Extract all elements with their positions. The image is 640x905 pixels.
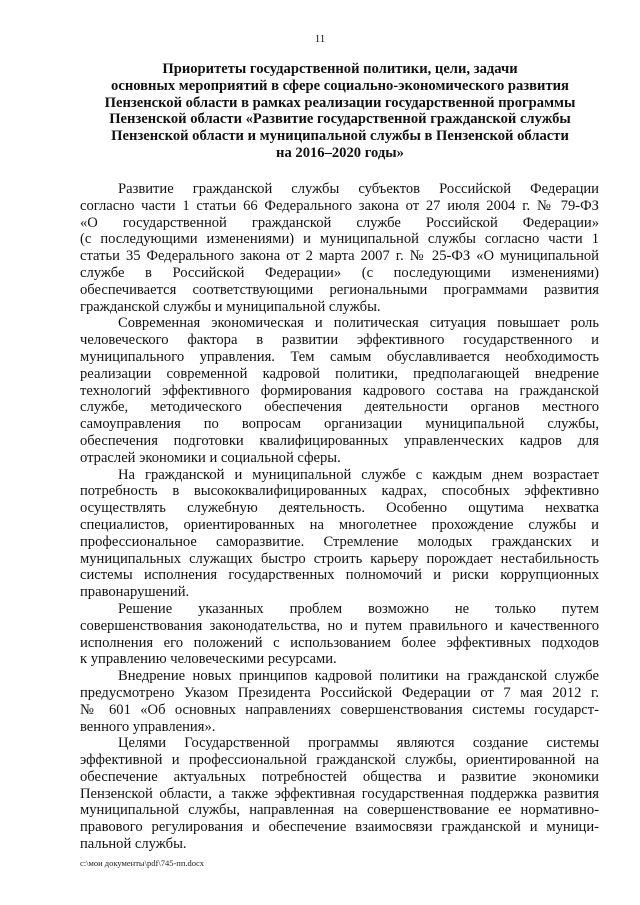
paragraph-line: отраслей экономики и социальной сферы. xyxy=(80,449,341,466)
paragraph-line: № 601 «Об основных направлениях совершенствования системы государст- xyxy=(80,701,599,718)
heading-line: Пензенской области в рамках реализации государственной программы xyxy=(104,94,576,111)
paragraph-line: муниципальных служащих быстро строить карьеру порождает нестабильность xyxy=(80,550,599,567)
paragraph-line: службе в Российской Федерации» (с последующими изменениями) xyxy=(80,264,599,281)
paragraph xyxy=(80,668,599,735)
paragraph xyxy=(80,735,599,853)
paragraph-line: Решение указанных проблем возможно не только путем xyxy=(118,600,599,617)
paragraph-line: осуществлять служебную деятельность. Особенно ощутима нехватка xyxy=(80,500,599,517)
paragraph-line: предусмотрено Указом Президента Российской Федерации от 7 мая 2012 г. xyxy=(80,684,599,701)
paragraph-line: самоуправления по вопросам организации муниципальной службы, xyxy=(80,416,599,433)
section-heading xyxy=(80,61,600,162)
paragraph-line: согласно части 1 статьи 66 Федерального закона от 27 июля 2004 г. № 79-ФЗ xyxy=(80,197,599,214)
paragraph-line: эффективной и профессиональной гражданской службы, ориентированной на xyxy=(80,752,599,769)
heading-line: Приоритеты государственной политики, цели, задачи xyxy=(162,61,518,77)
paragraph xyxy=(80,315,599,466)
file-path-footer: c:\мои документы\pdf\745-пп.docx xyxy=(80,858,205,868)
paragraph-line: человеческого фактора в развитии эффективного государственного и xyxy=(80,332,599,349)
heading-line: на 2016–2020 годы» xyxy=(276,144,404,161)
paragraph-line: системы исполнения государственных полномочий и риски коррупционных xyxy=(80,567,599,584)
paragraph xyxy=(80,467,599,601)
paragraph-line: Внедрение новых принципов кадровой политики на гражданской службе xyxy=(118,668,599,685)
paragraph-line: Целями Государственной программы являются создание системы xyxy=(118,735,599,752)
paragraph-line: гражданской службы и муниципальной службы. xyxy=(80,298,381,315)
heading-line: Пензенской области и муниципальной службы в Пензенской области xyxy=(111,128,569,145)
paragraph-line: правонарушений. xyxy=(80,584,190,601)
paragraph-line: Современная экономическая и политическая ситуация повышает роль xyxy=(118,315,599,332)
heading-line: основных мероприятий в сфере социально-экономического развития xyxy=(111,77,569,94)
paragraph-line: обеспечения подготовки квалифицированных управленческих кадров для xyxy=(80,432,599,449)
paragraph-line: к управлению человеческими ресурсами. xyxy=(80,651,337,668)
paragraph-line: На гражданской и муниципальной службе с каждым днем возрастает xyxy=(118,466,599,483)
paragraph-line: потребность в высококвалифицированных кадрах, способных эффективно xyxy=(80,483,599,500)
paragraph-line: статьи 35 Федерального закона от 2 марта 2007 г. № 25-ФЗ «О муниципальной xyxy=(80,248,599,265)
paragraph-line: венного управления». xyxy=(80,718,216,735)
paragraph-line: исполнения его положений с использованием более эффективных подходов xyxy=(80,634,599,651)
paragraph-line: муниципального управления. Тем самым обуславливается необходимость xyxy=(80,348,599,365)
paragraph xyxy=(80,601,599,668)
paragraph xyxy=(80,181,599,315)
heading-line: Пензенской области «Развитие государственной гражданской службы xyxy=(109,111,571,128)
paragraph-line: реализации современной кадровой политики, предполагающей внедрение xyxy=(80,365,599,382)
paragraph-line: обеспечение актуальных потребностей общества и развитие экономики xyxy=(80,768,599,785)
paragraph-line: Пензенской области, а также эффективная государственная поддержка развития xyxy=(80,785,599,802)
paragraph-line: службе, методического обеспечения деятельности органов местного xyxy=(80,399,599,416)
body-text xyxy=(80,181,599,853)
paragraph-line: пальной службы. xyxy=(80,836,187,853)
paragraph-line: правового регулирования и обеспечение взаимосвязи гражданской и муници- xyxy=(80,819,599,836)
paragraph-line: Развитие гражданской службы субъектов Российской Федерации xyxy=(118,181,599,197)
paragraph-line: обеспечивается соответствующими региональными программами развития xyxy=(80,281,599,298)
paragraph-line: профессиональное саморазвитие. Стремление молодых гражданских и xyxy=(80,533,599,550)
page-number: 11 xyxy=(314,33,326,45)
paragraph-line: совершенствования законодательства, но и путем правильного и качественного xyxy=(80,617,599,634)
paragraph-line: «О государственной гражданской службе Российской Федерации» xyxy=(80,214,599,231)
paragraph-line: технологий эффективного формирования кадрового состава на гражданской xyxy=(80,382,599,399)
paragraph-line: муниципальной службы, направленная на совершенствование ее нормативно- xyxy=(80,802,599,819)
paragraph-line: специалистов, ориентированных на многолетнее прохождение службы и xyxy=(80,516,599,533)
paragraph-line: (с последующими изменениями) и муниципальной службы согласно части 1 xyxy=(80,231,599,248)
